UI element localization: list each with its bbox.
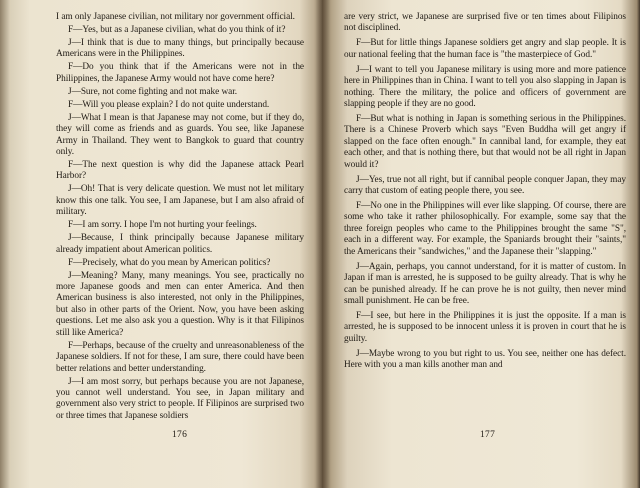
- paragraph: F—Do you think that if the Americans were not in the Philippines, the Japanese Army would not have come here?: [56, 62, 304, 84]
- paragraph: J—Oh! That is very delicate question. We must not let military know this one talk. You see, I am Japanese, but I am also afraid of military.: [56, 184, 304, 218]
- page-number: 176: [172, 430, 188, 440]
- paragraph: J—I am most sorry, but perhaps because you are not Japanese, you cannot well understand. You see, in Japan military and government also very strict to people. If Filipinos are surprised two or three times that Japanese soldiers: [56, 376, 304, 421]
- paragraph: J—Sure, not come fighting and not make war.: [68, 86, 238, 97]
- paragraph: J—Yes, true not all right, but if cannibal people conquer Japan, they may carry that custom of eating people there, you see.: [344, 174, 626, 197]
- paragraph: F—I see, but here in the Philippines it is just the opposite. If a man is arrested, he is supposed to be innocent unless it is proven in court that he is guilty.: [344, 310, 626, 344]
- page-number: 177: [480, 430, 496, 440]
- paragraph: J—Meaning? Many, many meanings. You see, practically no more Japanese goods and men can enter America. And then American business is also interested, not only in the Philippines, but also in other parts of the Orient. Now, you have been asking questions. Let me also ask you a question. Why is it that Filipinos still like America?: [56, 270, 304, 338]
- right-page-text: [344, 12, 626, 372]
- paragraph: J—Because, I think principally because Japanese military already impatient about American politics.: [56, 233, 304, 255]
- right-page: [322, 0, 640, 488]
- paragraph: F—But what is nothing in Japan is something serious in the Philippines. There is a Chinese Proverb which says "Even Buddha will get angry if slapped on the face often enough." In cannibal land, for example, they eat each other, and that is nothing there, but that would not be all right in Japan would it?: [344, 114, 626, 170]
- paragraph: F—I am sorry. I hope I'm not hurting your feelings.: [68, 220, 257, 231]
- paragraph: J—Again, perhaps, you cannot understand, for it is matter of custom. In Japan if man is arrested, he is supposed to be guilty already. That is why he can be punished already. If he can prove he is not guilty, then never mind small punishment. He can be free.: [344, 261, 626, 306]
- paragraph: F—Yes, but as a Japanese civilian, what do you think of it?: [68, 25, 286, 35]
- paragraph: J—I want to tell you Japanese military is using more and more patience here in Philippines than in China. I want to tell you also slapping in Japan is nothing. There the military, the police and officers of government are slapping people if they are no good.: [344, 64, 626, 110]
- paragraph: F—No one in the Philippines will ever like slapping. Of course, there are some who take it rather philosophically. For example, some say that the three foreign peoples who came to the Philippines brought the same "S", each in a different way. For example, the Spaniards brought their "saints," the Americans their "sandwiches," and the Japanese their "slapping.": [344, 201, 626, 257]
- paragraph: F—The next question is why did the Japanese attack Pearl Harbor?: [56, 160, 304, 182]
- paragraph: F—Perhaps, because of the cruelty and unreasonableness of the Japanese soldiers. If not for these, I am sure, there could have been better relations and better understanding.: [56, 340, 304, 374]
- paragraph: F—Will you please explain? I do not quite understand.: [68, 99, 270, 110]
- paragraph: J—Maybe wrong to you but right to us. You see, neither one has defect. Here with you a man kills another man and: [344, 348, 626, 371]
- paragraph: J—I think that is due to many things, but principally because Americans were in the Philippines.: [56, 38, 304, 60]
- book-gutter: [314, 0, 330, 488]
- left-page-text: [56, 12, 304, 422]
- paragraph: J—What I mean is that Japanese may not come, but if they do, they will come as friends and as guards. You see, like Japanese Army in Thailand. They went to Bangkok to guard that country only.: [56, 112, 304, 158]
- paragraph: are very strict, we Japanese are surprised five or ten times about Filipinos not disciplined.: [344, 12, 626, 34]
- paragraph: F—Precisely, what do you mean by American politics?: [68, 257, 271, 268]
- paragraph: I am only Japanese civilian, not military nor government official.: [56, 12, 295, 22]
- paragraph: F—But for little things Japanese soldiers get angry and slap people. It is our national feeling that the human face is "the masterpiece of God.": [344, 38, 626, 60]
